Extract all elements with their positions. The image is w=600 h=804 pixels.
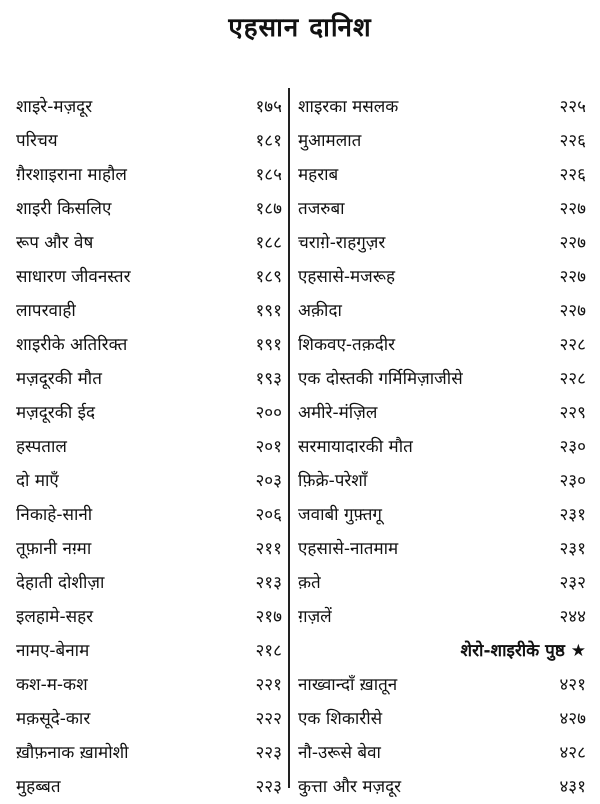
entry-page-number: २३१	[559, 539, 586, 559]
entry-title: शाइरी किसलिए	[16, 199, 112, 219]
index-entry	[298, 464, 586, 498]
entry-title: मुआमलात	[298, 131, 362, 151]
section-heading	[298, 634, 586, 668]
index-entry	[298, 362, 586, 396]
entry-title: एहसासे-नातमाम	[298, 539, 399, 559]
entry-title: नामए-बेनाम	[16, 641, 90, 661]
index-entry	[298, 498, 586, 532]
index-entry	[16, 736, 282, 770]
entry-page-number: २३१	[559, 505, 586, 525]
entry-title: दो माएँ	[16, 471, 59, 491]
entry-title: परिचय	[16, 131, 58, 151]
entry-page-number: २१८	[255, 641, 282, 661]
index-entry	[298, 770, 586, 804]
entry-page-number: १८७	[255, 199, 282, 219]
index-entry	[16, 464, 282, 498]
entry-page-number: २०६	[255, 505, 282, 525]
entry-page-number: ४२८	[559, 743, 586, 763]
entry-title: शेरो-शाइरीके पुष्ठ ★	[460, 641, 586, 661]
index-entry	[298, 600, 586, 634]
entry-page-number: २२७	[559, 233, 586, 253]
entry-page-number: १८८	[255, 233, 282, 253]
index-entry	[16, 566, 282, 600]
entry-page-number: २०१	[255, 437, 282, 457]
index-entry	[16, 362, 282, 396]
entry-title: तूफ़ानी नग़्मा	[16, 539, 92, 559]
index-entry	[298, 124, 586, 158]
entry-title: शाइरीके अतिरिक्त	[16, 335, 128, 355]
index-entry	[298, 226, 586, 260]
index-entry	[16, 634, 282, 668]
entry-title: क़ते	[298, 573, 321, 593]
entry-page-number: ४३१	[559, 777, 586, 797]
entry-title: एक शिकारीसे	[298, 709, 383, 729]
entry-title: कश-म-कश	[16, 675, 88, 695]
entry-title: तजरुबा	[298, 199, 345, 219]
entry-page-number: २११	[255, 539, 282, 559]
entry-title: मज़दूरकी मौत	[16, 369, 102, 389]
index-entry	[16, 396, 282, 430]
entry-page-number: २२७	[559, 267, 586, 287]
entry-page-number: १९३	[255, 369, 282, 389]
entry-page-number: १८५	[255, 165, 282, 185]
index-entry	[298, 736, 586, 770]
index-entry	[298, 566, 586, 600]
entry-page-number: २२९	[559, 403, 586, 423]
entry-page-number: २०३	[255, 471, 282, 491]
entry-title: फ़िक्रे-परेशाँ	[298, 471, 368, 491]
entry-title: रूप और वेष	[16, 233, 94, 253]
entry-title: ग़ज़लें	[298, 607, 332, 627]
entry-page-number: २२७	[559, 301, 586, 321]
entry-page-number: २२६	[559, 131, 586, 151]
entry-page-number: १८९	[255, 267, 282, 287]
page-title: एहसान दानिश	[228, 13, 372, 43]
index-entry	[16, 600, 282, 634]
entry-title: साधारण जीवनस्तर	[16, 267, 131, 287]
entry-page-number: २२२	[255, 709, 282, 729]
entry-page-number: ४२७	[559, 709, 586, 729]
entry-title: लापरवाही	[16, 301, 76, 321]
index-entry	[16, 498, 282, 532]
index-entry	[298, 260, 586, 294]
index-entry	[298, 396, 586, 430]
index-entry	[16, 158, 282, 192]
entry-title: अमीरे-मंज़िल	[298, 403, 378, 423]
entry-title: इलहामे-सहर	[16, 607, 94, 627]
index-entry	[298, 328, 586, 362]
index-entry	[298, 668, 586, 702]
index-entry	[16, 770, 282, 804]
entry-page-number: १८१	[255, 131, 282, 151]
entry-title: ख़ौफ़नाक ख़ामोशी	[16, 743, 129, 763]
entry-page-number: २२३	[255, 777, 282, 797]
index-entry	[16, 668, 282, 702]
entry-page-number: २१३	[255, 573, 282, 593]
entry-title: शाइरे-मज़दूर	[16, 97, 93, 117]
entry-title: मक़सूदे-कार	[16, 709, 91, 729]
entry-title: ग़ैरशाइराना माहौल	[16, 165, 127, 185]
entry-page-number: २३२	[559, 573, 586, 593]
entry-page-number: २३०	[559, 471, 586, 491]
entry-page-number: २४४	[559, 607, 586, 627]
index-entry	[16, 430, 282, 464]
entry-title: सरमायादारकी मौत	[298, 437, 413, 457]
entry-page-number: २२५	[559, 97, 586, 117]
right-column	[298, 90, 586, 804]
entry-title: कुत्ता और मज़दूर	[298, 777, 402, 797]
entry-page-number: १७५	[255, 97, 282, 117]
entry-title: नौ-उरूसे बेवा	[298, 743, 381, 763]
index-entry	[16, 702, 282, 736]
index-entry	[298, 702, 586, 736]
left-column	[16, 90, 282, 804]
index-entry	[298, 294, 586, 328]
index-entry	[16, 90, 282, 124]
entry-title: एक दोस्तकी गर्मिमिज़ाजीसे	[298, 369, 463, 389]
entry-title: मज़दूरकी ईद	[16, 403, 95, 423]
index-entry	[16, 328, 282, 362]
entry-page-number: २२८	[559, 369, 586, 389]
entry-page-number: २२८	[559, 335, 586, 355]
entry-title: शिकवए-तक़दीर	[298, 335, 396, 355]
entry-title: हस्पताल	[16, 437, 67, 457]
index-entry	[16, 294, 282, 328]
entry-page-number: २३०	[559, 437, 586, 457]
entry-title: शाइरका मसलक	[298, 97, 399, 117]
entry-page-number: २२६	[559, 165, 586, 185]
entry-title: जवाबी गुफ़्तगू	[298, 505, 382, 525]
entry-title: एहसासे-मजरूह	[298, 267, 395, 287]
index-entry	[16, 124, 282, 158]
index-entry	[298, 532, 586, 566]
index-entry	[298, 430, 586, 464]
entry-page-number: २२३	[255, 743, 282, 763]
index-entry	[16, 260, 282, 294]
index-entry	[298, 192, 586, 226]
index-entry	[298, 158, 586, 192]
column-divider	[288, 88, 290, 788]
entry-page-number: २१७	[255, 607, 282, 627]
entry-title: महराब	[298, 165, 339, 185]
entry-title: अक़ीदा	[298, 301, 342, 321]
entry-title: चराग़े-राहगुज़र	[298, 233, 386, 253]
entry-title: देहाती दोशीज़ा	[16, 573, 105, 593]
entry-title: मुहब्बत	[16, 777, 61, 797]
entry-title: नाख्वान्दाँ ख़ातून	[298, 675, 398, 695]
index-entry	[298, 90, 586, 124]
entry-page-number: २००	[255, 403, 282, 423]
entry-title: निकाहे-सानी	[16, 505, 93, 525]
index-entry	[16, 532, 282, 566]
entry-page-number: ४२१	[559, 675, 586, 695]
entry-page-number: १९१	[255, 301, 282, 321]
entry-page-number: २२७	[559, 199, 586, 219]
index-entry	[16, 226, 282, 260]
entry-page-number: २२१	[255, 675, 282, 695]
entry-page-number: १९१	[255, 335, 282, 355]
index-entry	[16, 192, 282, 226]
